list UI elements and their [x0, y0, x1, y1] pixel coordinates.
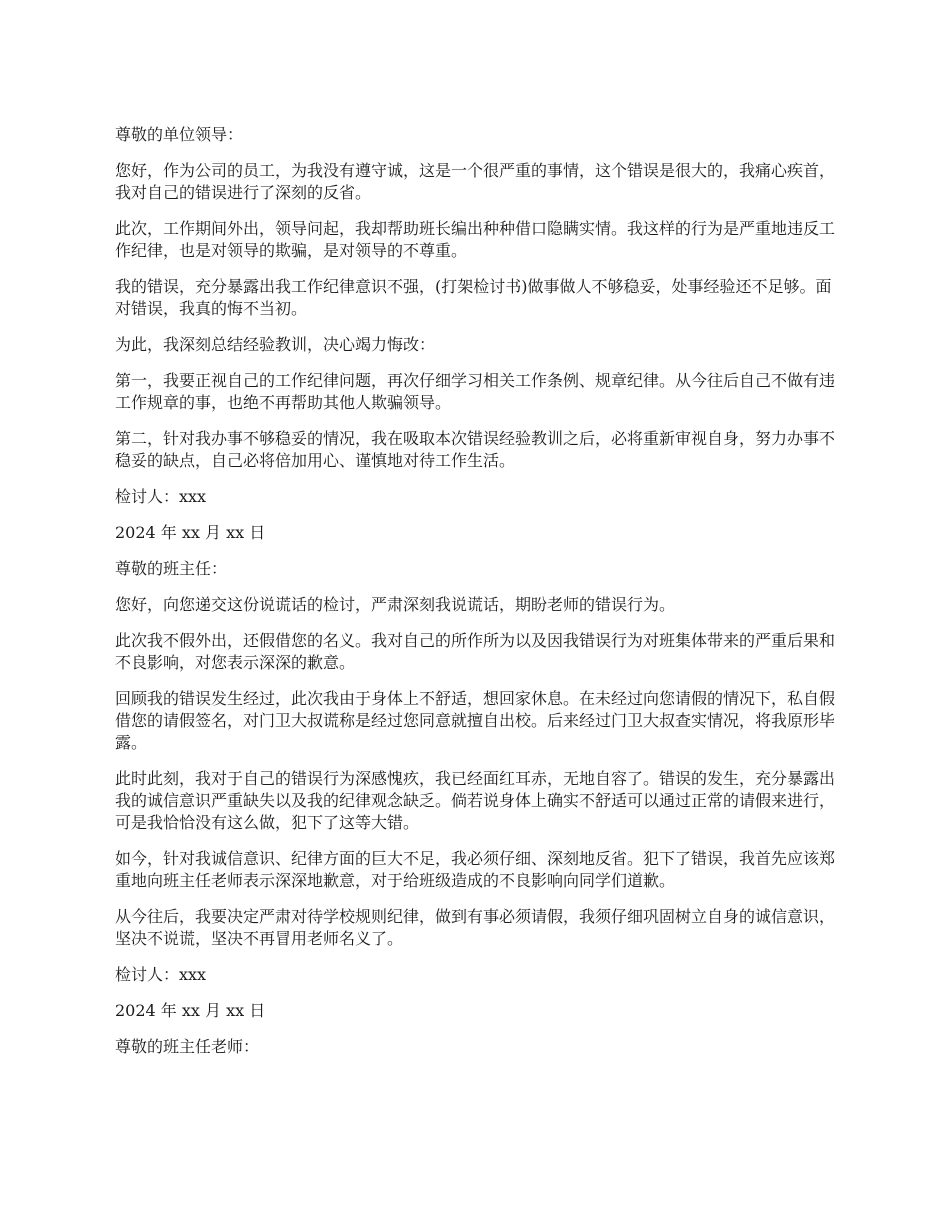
paragraph: 您好，作为公司的员工，为我没有遵守诚，这是一个很严重的事情，这个错误是很大的，我痛心疾首，我对自己的错误进行了深刻的反省。 [115, 161, 836, 202]
document-body [115, 124, 840, 1072]
paragraph: 为此，我深刻总结经验教训，决心竭力悔改： [115, 335, 436, 354]
salutation: 尊敬的班主任老师： [115, 1037, 260, 1056]
paragraph: 您好，向您递交这份说谎话的检讨，严肃深刻我说谎话，期盼老师的错误行为。 [115, 595, 676, 614]
paragraph: 此时此刻，我对于自己的错误行为深感愧疚，我已经面红耳赤，无地自容了。错误的发生，充分暴露出我的诚信意识严重缺失以及我的纪律观念缺乏。倘若说身体上确实不舒适可以通过正常的请假来进行，可是我恰恰没有这么做，犯下了这等大错。 [115, 769, 836, 832]
date-line: 2024 年 xx 月 xx 日 [115, 1001, 266, 1020]
signature-line: 检讨人：xxx [115, 487, 207, 506]
paragraph: 此次我不假外出，还假借您的名义。我对自己的所作所为以及因我错误行为对班集体带来的严重后果和不良影响，对您表示深深的歉意。 [115, 631, 836, 672]
paragraph: 此次，工作期间外出，领导问起，我却帮助班长编出种种借口隐瞒实情。我这样的行为是严重地违反工作纪律，也是对领导的欺骗，是对领导的不尊重。 [115, 219, 836, 260]
paragraph: 第二，针对我办事不够稳妥的情况，我在吸取本次错误经验教训之后，必将重新审视自身，努力办事不稳妥的缺点，自己必将倍加用心、谨慎地对待工作生活。 [115, 429, 836, 470]
signature-line: 检讨人：xxx [115, 965, 207, 984]
paragraph: 回顾我的错误发生经过，此次我由于身体上不舒适，想回家休息。在未经过向您请假的情况下，私自假借您的请假签名，对门卫大叔谎称是经过您同意就擅自出校。后来经过门卫大叔查实情况，将我原形毕露。 [115, 689, 836, 752]
salutation: 尊敬的班主任： [115, 559, 228, 578]
paragraph: 从今往后，我要决定严肃对待学校规则纪律，做到有事必须请假，我须仔细巩固树立自身的诚信意识，坚决不说谎，坚决不再冒用老师名义了。 [115, 907, 836, 948]
salutation: 尊敬的单位领导： [115, 125, 244, 144]
paragraph: 第一，我要正视自己的工作纪律问题，再次仔细学习相关工作条例、规章纪律。从今往后自己不做有违工作规章的事，也绝不再帮助其他人欺骗领导。 [115, 371, 836, 412]
date-line: 2024 年 xx 月 xx 日 [115, 523, 266, 542]
paragraph: 如今，针对我诚信意识、纪律方面的巨大不足，我必须仔细、深刻地反省。犯下了错误，我首先应该郑重地向班主任老师表示深深地歉意，对于给班级造成的不良影响向同学们道歉。 [115, 849, 836, 890]
paragraph: 我的错误，充分暴露出我工作纪律意识不强，(打架检讨书)做事做人不够稳妥，处事经验还不足够。面对错误，我真的悔不当初。 [115, 277, 832, 318]
